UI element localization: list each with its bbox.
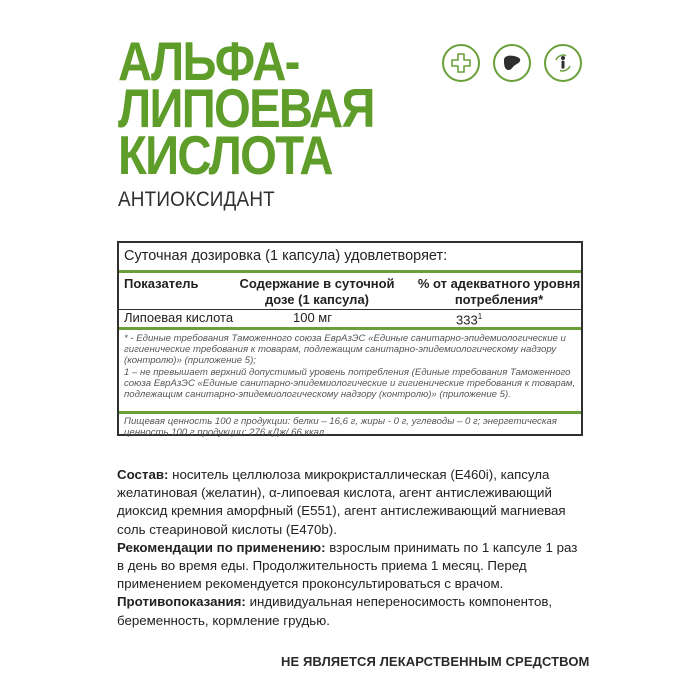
title-line-1: АЛЬФА- xyxy=(118,30,299,92)
composition-label: Состав: xyxy=(117,467,169,482)
nutrient-percent-footnote: 1 xyxy=(477,312,483,321)
footnote-asterisk: * - Единые требования Таможенного союза ЕврАзЭС «Единые санитарно-эпидемиологические и гигиенические требования к товарам, подлежащим санитарно-эпидемиологическому надзору (контролю)» (приложение 5); xyxy=(124,333,566,366)
product-subtitle: АНТИОКСИДАНТ xyxy=(118,188,275,211)
composition-paragraph xyxy=(117,466,587,539)
contraindications-paragraph xyxy=(117,593,587,629)
feature-icons xyxy=(442,44,602,86)
facts-header: Суточная дозировка (1 капсула) удовлетворяет: xyxy=(124,248,448,264)
disclaimer-footer: НЕ ЯВЛЯЕТСЯ ЛЕКАРСТВЕННЫМ СРЕДСТВОМ xyxy=(281,654,590,669)
contraindications-label: Противопоказания: xyxy=(117,594,246,610)
nutrient-percent-value: 333 xyxy=(456,312,478,328)
col-header-content: Содержание в суточной дозе (1 капсула) xyxy=(239,276,395,307)
contraindications-text: индивидуальная непереносимость компонентов, беременность, кормление грудью. xyxy=(117,594,553,628)
liver-icon xyxy=(493,44,531,82)
col-header-percent: % от адекватного уровня потребления* xyxy=(417,276,581,307)
usage-paragraph xyxy=(117,539,587,594)
notes-divider xyxy=(119,411,581,414)
usage-label: Рекомендации по применению: xyxy=(117,539,326,555)
col-header-indicator: Показатель xyxy=(124,276,199,291)
footnote-1: 1 – не превышает верхний допустимый уровень потребления (Единые требования Таможенного союза ЕврАзЭС «Единые санитарно-эпидемиологические и гигиенические требования к товарам, подлежащим санитарно-эпидемиологическому надзору (контролю)» (приложение 5). xyxy=(124,367,576,400)
usage-text: взрослым принимать по 1 капсуле 1 раз в день во время еды. Продолжительность приема 1 месяц. Перед применением рекомендуется проконсультироваться с врачом. xyxy=(117,539,578,592)
medical-cross-icon xyxy=(442,44,480,82)
product-title xyxy=(118,30,438,186)
product-description xyxy=(117,466,587,630)
title-line-2: ЛИПОЕВАЯ xyxy=(118,77,374,139)
person-refresh-icon xyxy=(544,44,582,82)
title-line-3: КИСЛОТА xyxy=(118,124,332,186)
nutrition-value: Пищевая ценность 100 г продукции: белки – 16,6 г, жиры - 0 г, углеводы – 0 г; энергетическая ценность 100 г продукции: 276 кДж/ 66 ккал. xyxy=(124,416,557,438)
nutrient-name: Липоевая кислота xyxy=(124,310,234,325)
row-divider xyxy=(119,327,581,330)
nutrient-percent xyxy=(456,312,482,327)
facts-divider xyxy=(119,270,581,273)
supplement-facts-table xyxy=(117,241,583,436)
composition-text: носитель целлюлоза микрокристаллическая (Е460i), капсула желатиновая (желатин), α-липоевая кислота, агент антислеживающий диоксид кремния аморфный (Е551), агент антислеживающий магниевая соль стеариновой кислоты (Е470b). xyxy=(117,467,566,537)
nutrient-amount: 100 мг xyxy=(293,310,332,325)
